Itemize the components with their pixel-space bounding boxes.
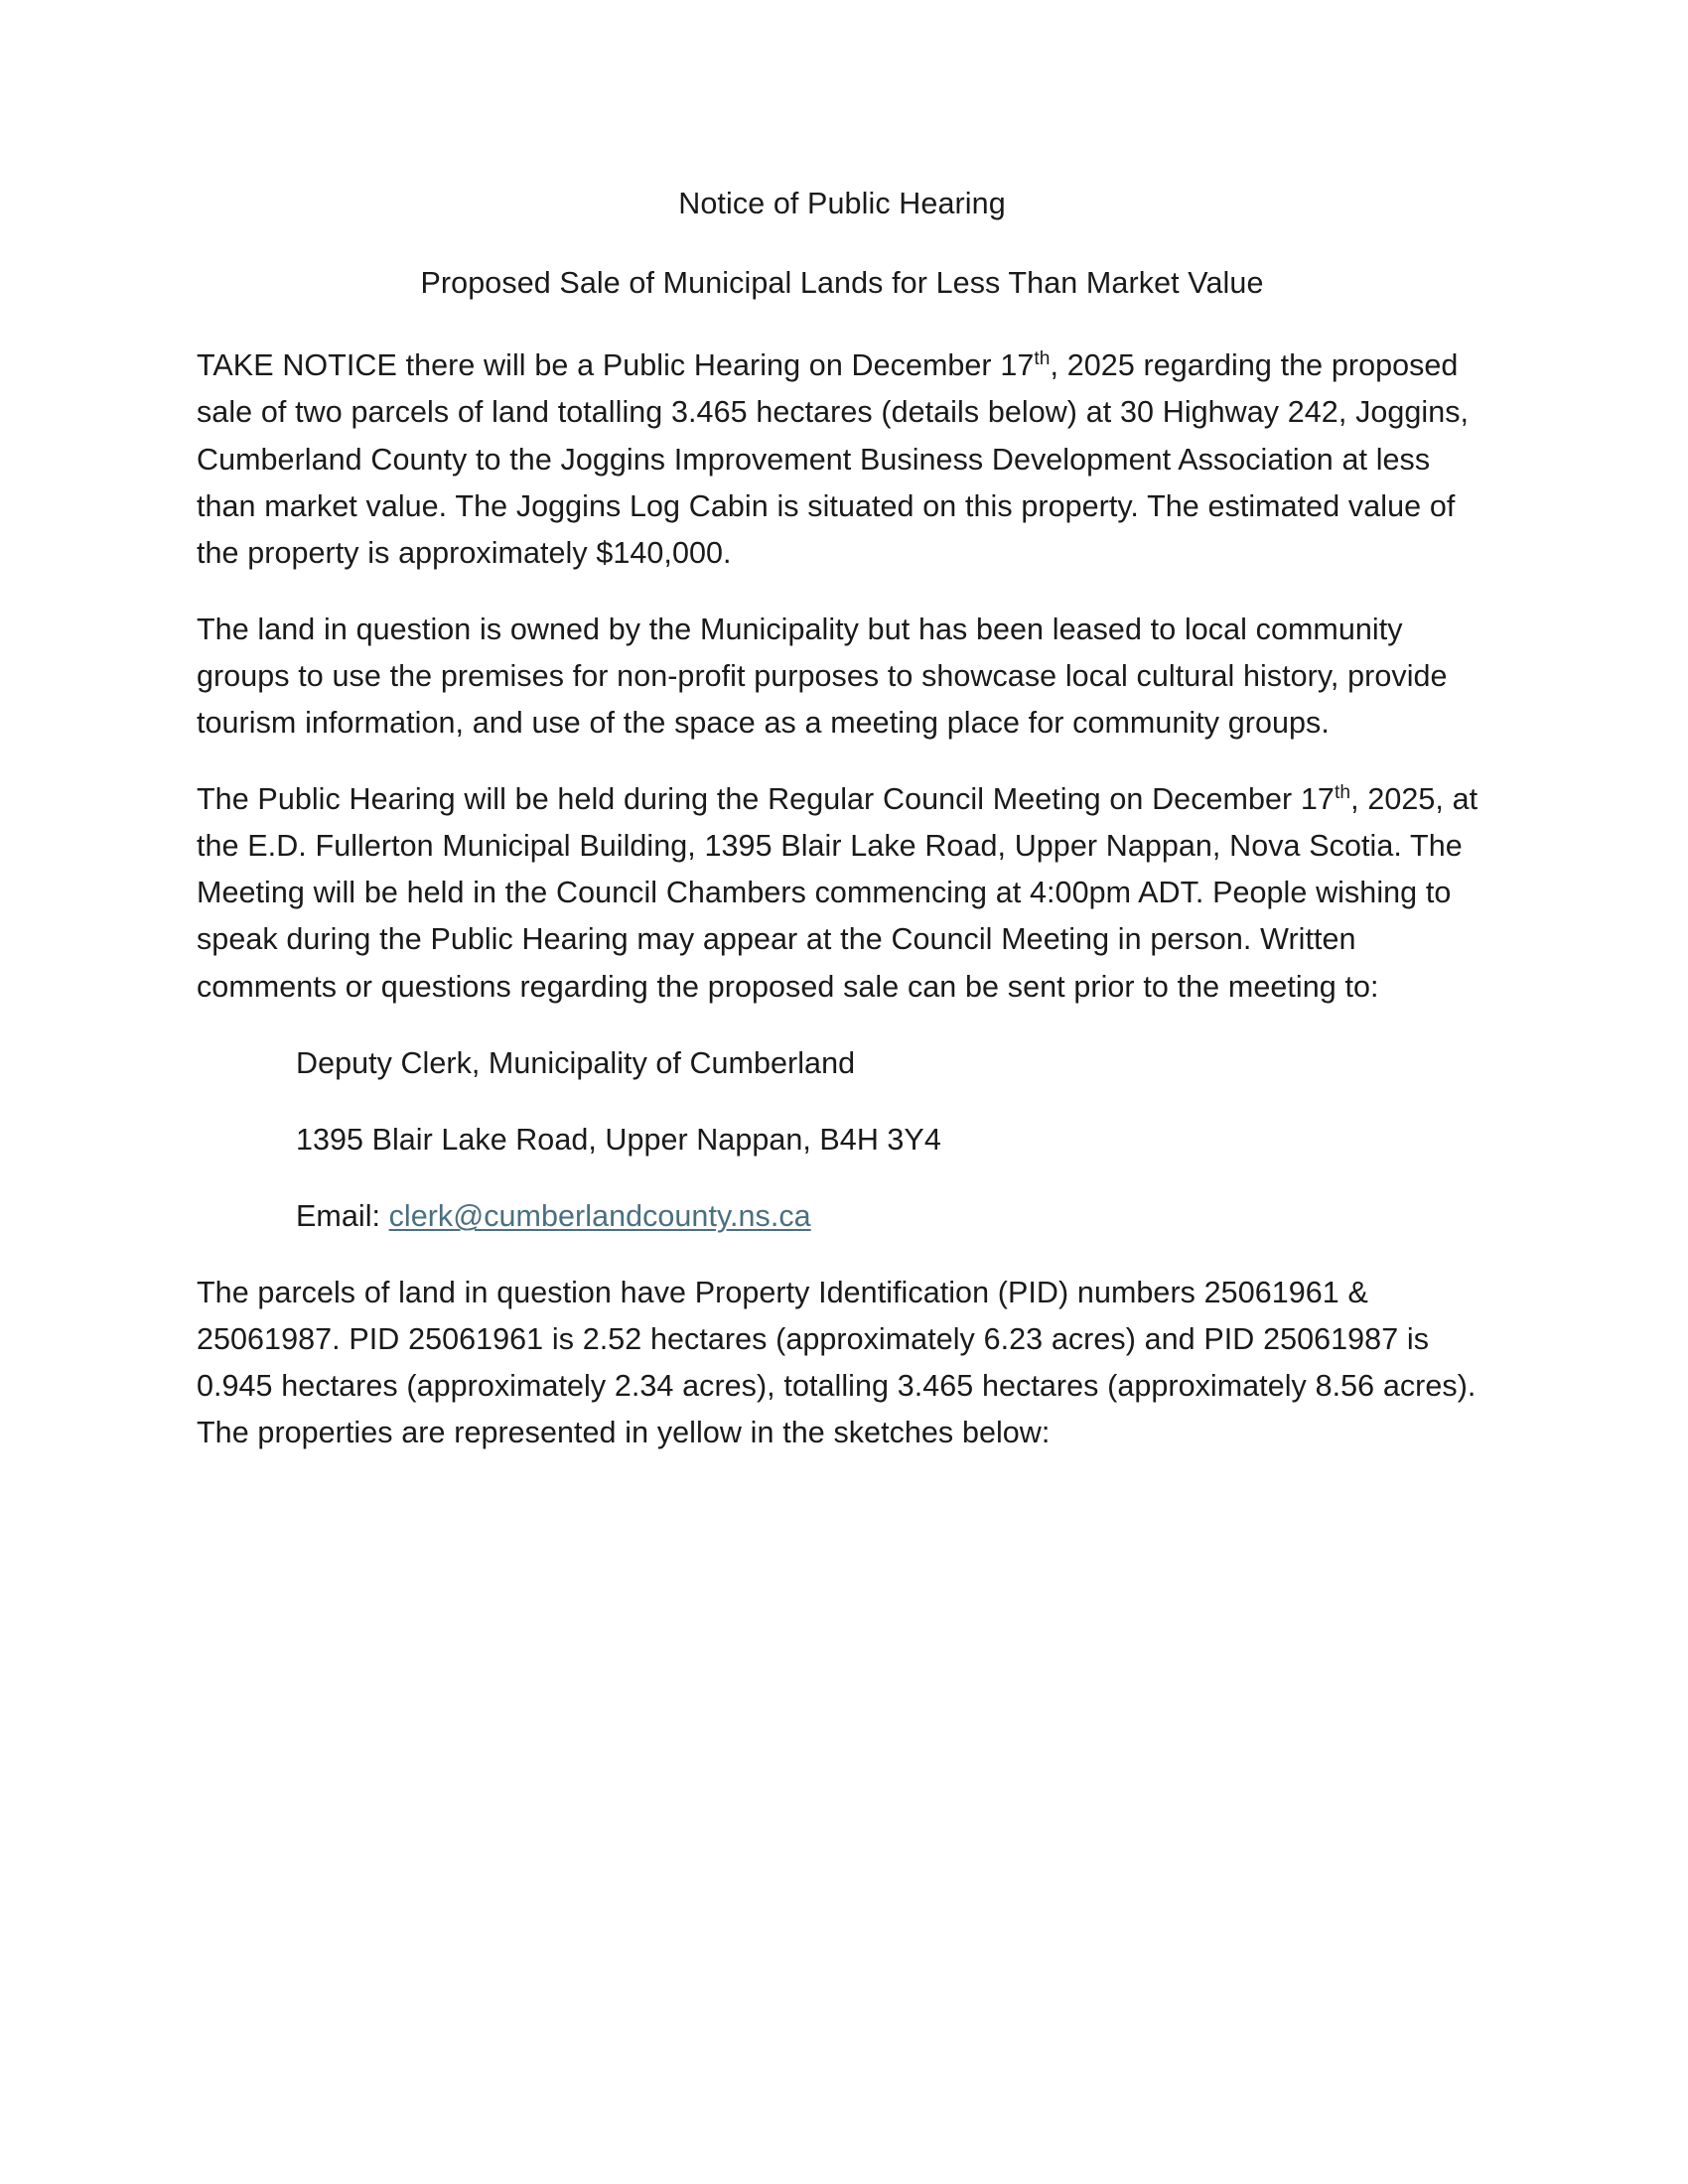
paragraph-pid-details: The parcels of land in question have Property Identification (PID) numbers 25061961 & 25061987. PID 25061961 is 2.52 hectares (approximately 6.23 acres) and PID 25061987 is 0.945 hectares (approximately 2.34 acres), totalling 3.465 hectares (approximately 8.56 acres). The properties are represented in yellow in the sketches below: [197, 1276, 1477, 1450]
page-subtitle: Proposed Sale of Municipal Lands for Less Than Market Value [420, 265, 1264, 300]
contact-mailing-address: 1395 Blair Lake Road, Upper Nappan, B4H 3Y4 [296, 1122, 941, 1157]
paragraph-take-notice-text-2: , 2025 regarding the proposed sale of two parcels of land totalling 3.465 hectares (details below) at 30 Highway 242, Joggins, Cumberland County to the Joggins Improvement Business Development Association at less than market value. The Joggins Log Cabin is situated on this property. The estimated value of the property is approximately $140,000. [197, 348, 1470, 570]
paragraph-hearing-details-text-1: The Public Hearing will be held during the Regular Council Meeting on December 17 [197, 782, 1335, 817]
paragraph-hearing-details [197, 776, 1487, 1011]
page-bottom-whitespace [0, 0, 1688, 1]
document-content [197, 185, 1487, 1456]
page-title: Notice of Public Hearing [678, 187, 1006, 220]
contact-address-block [197, 1040, 1487, 1240]
paragraph-take-notice [197, 342, 1487, 577]
contact-recipient: Deputy Clerk, Municipality of Cumberland [296, 1045, 856, 1080]
email-link[interactable]: clerk@cumberlandcounty.ns.ca [388, 1198, 811, 1233]
paragraph-hearing-details-text-2: , 2025, at the E.D. Fullerton Municipal Building, 1395 Blair Lake Road, Upper Nappan, Nova Scotia. The Meeting will be held in the Council Chambers commencing at 4:00pm ADT. People wishing to speak during the Public Hearing may appear at the Council Meeting in person. Written comments or questions regarding the proposed sale can be sent prior to the meeting to: [197, 782, 1478, 1004]
ordinal-suffix-th: th [1034, 348, 1051, 370]
paragraph-land-ownership: The land in question is owned by the Municipality but has been leased to local community groups to use the premises for non-profit purposes to showcase local cultural history, provide tourism information, and use of the space as a meeting place for community groups. [197, 612, 1448, 741]
ordinal-suffix-th: th [1334, 782, 1351, 803]
paragraph-take-notice-text-1: TAKE NOTICE there will be a Public Hearing on December 17 [197, 348, 1035, 383]
contact-email-line [296, 1193, 1487, 1240]
email-label: Email: [296, 1198, 389, 1233]
